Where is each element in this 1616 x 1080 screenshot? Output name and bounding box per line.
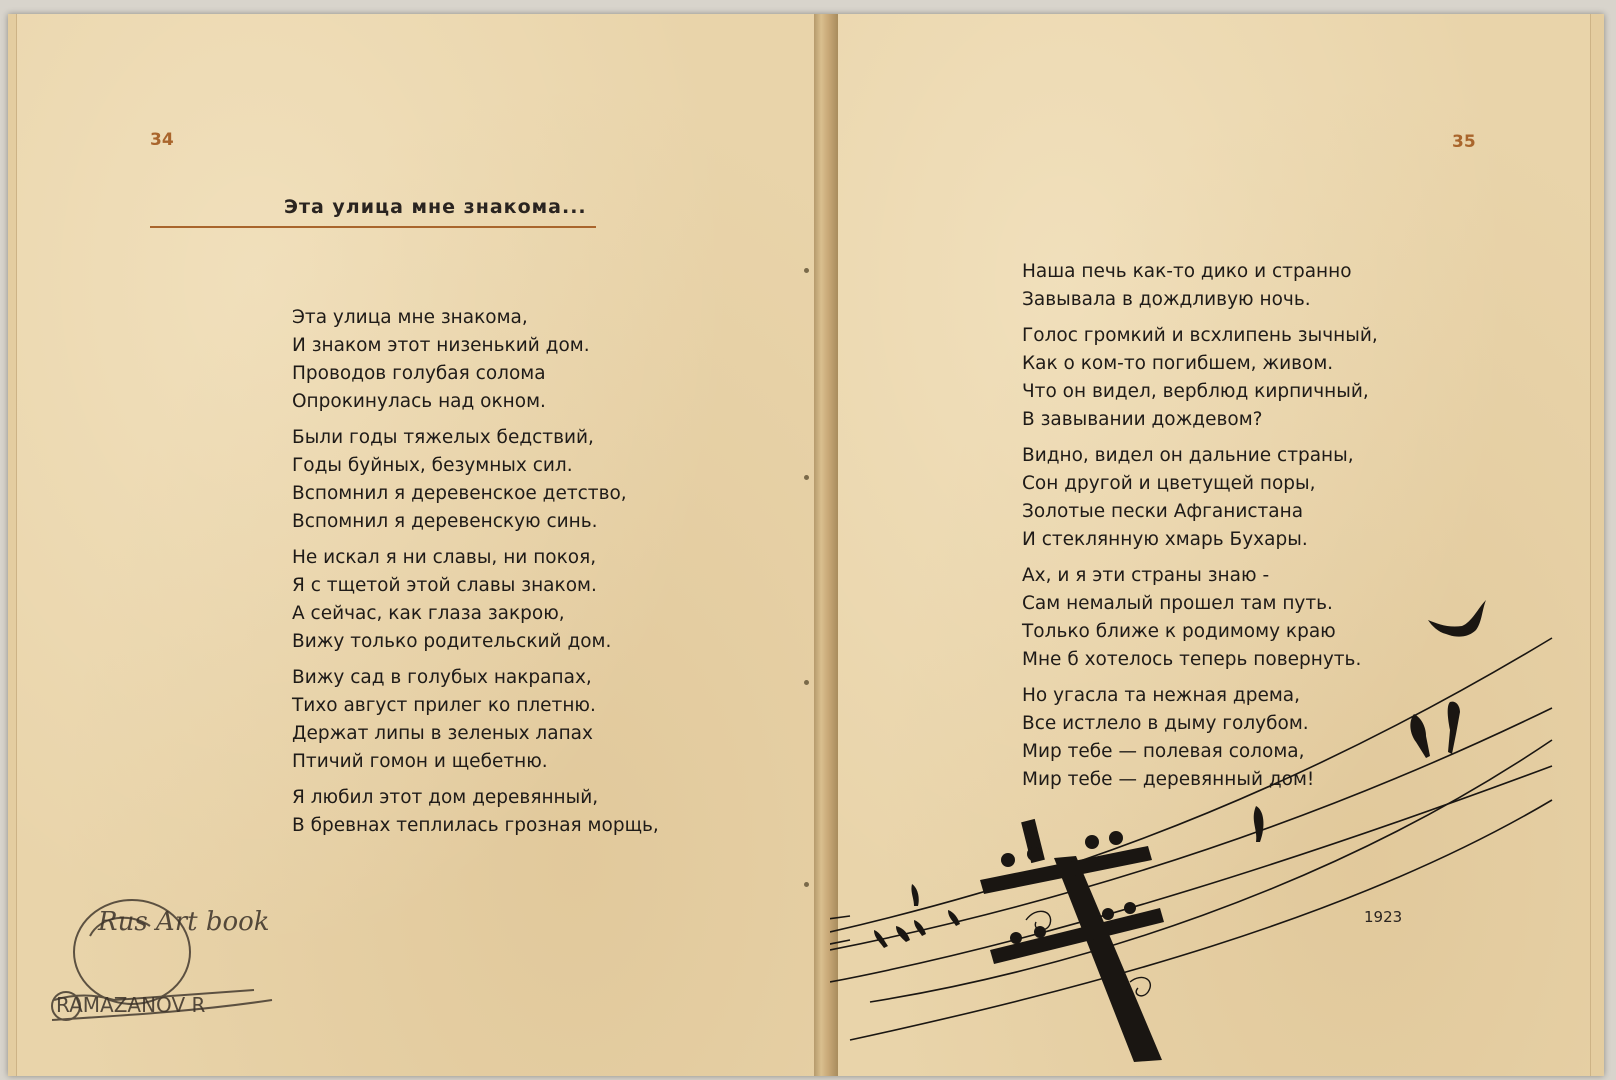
bird-icon — [1410, 714, 1430, 758]
stanza — [1022, 322, 1378, 434]
poem-line: Мне б хотелось теперь повернуть. — [1022, 649, 1362, 670]
poem-line: Были годы тяжелых бедствий, — [292, 427, 594, 448]
poem-line: В бревнах теплилась грозная морщь, — [292, 815, 659, 836]
poem-line: Вижу сад в голубых накрапах, — [292, 667, 592, 688]
signature-text: RAMAZANOV R — [56, 993, 206, 1017]
poem-line: Как о ком-то погибшем, живом. — [1022, 353, 1334, 374]
telegraph-pole — [980, 819, 1164, 1062]
bird-icon — [1428, 600, 1486, 637]
poem-line: Не искал я ни славы, ни покоя, — [292, 547, 597, 568]
stanza — [1022, 258, 1378, 314]
poem-line: А сейчас, как глаза закрою, — [292, 603, 565, 624]
poem-line: Вижу только родительский дом. — [292, 631, 612, 652]
rus-art-book-logo — [40, 896, 290, 1046]
poem-line: Годы буйных, безумных сил. — [292, 455, 573, 476]
bird-icon — [911, 884, 918, 906]
poem-title: Эта улица мне знакома... — [284, 196, 587, 218]
poem-line: Мир тебе — полевая солома, — [1022, 741, 1305, 762]
logo-text: Rus Art book — [98, 907, 270, 937]
telegraph-pole-illustration — [830, 590, 1582, 1062]
poem-line: Все истлело в дыму голубом. — [1022, 713, 1309, 734]
poem-line: Я с тщетой этой славы знаком. — [292, 575, 597, 596]
poem-line: В завывании дождевом? — [1022, 409, 1263, 430]
bird-icon — [1254, 806, 1264, 842]
poem-line: Видно, видел он дальние страны, — [1022, 445, 1354, 466]
poem-line: И знаком этот низенький дом. — [292, 335, 590, 356]
page-number-right: 35 — [1452, 132, 1476, 152]
page-number-left: 34 — [150, 130, 174, 150]
poem-line: И стеклянную хмарь Бухары. — [1022, 529, 1308, 550]
poem-line: Опрокинулась над окном. — [292, 391, 546, 412]
poem-line: Завывала в дождливую ночь. — [1022, 289, 1311, 310]
poem-line: Сон другой и цветущей поры, — [1022, 473, 1316, 494]
spine-stitch — [804, 882, 809, 887]
poem-line: Только ближе к родимому краю — [1022, 621, 1336, 642]
bird-icon — [914, 920, 926, 936]
stanza — [292, 664, 659, 776]
poem-line: Вспомнил я деревенскую синь. — [292, 511, 598, 532]
poem-line: Золотые пески Афганистана — [1022, 501, 1304, 522]
poem-line: Сам немалый прошел там путь. — [1022, 593, 1333, 614]
stanza — [292, 784, 659, 840]
stanza — [292, 544, 659, 656]
poem-line: Мир тебе — деревянный дом! — [1022, 769, 1315, 790]
poem-line: Эта улица мне знакома, — [292, 307, 528, 328]
title-underline — [150, 226, 596, 228]
spine-stitch — [804, 680, 809, 685]
stanza — [1022, 442, 1378, 554]
spine-stitch — [804, 475, 809, 480]
poem-line: Птичий гомон и щебетню. — [292, 751, 548, 772]
left-poem — [292, 304, 659, 848]
birds-on-wire — [874, 600, 1486, 948]
poem-line: Что он видел, верблюд кирпичный, — [1022, 381, 1369, 402]
poem-line: Проводов голубая солома — [292, 363, 546, 384]
poem-line: Держат липы в зеленых лапах — [292, 723, 593, 744]
spine-stitch — [804, 268, 809, 273]
poem-line: Ах, и я эти страны знаю - — [1022, 565, 1270, 586]
poem-line: Вспомнил я деревенское детство, — [292, 483, 627, 504]
stanza — [292, 304, 659, 416]
telegraph-wires — [830, 638, 1552, 1040]
poem-line: Тихо август прилег ко плетню. — [292, 695, 596, 716]
poem-line: Голос громкий и всхлипень зычный, — [1022, 325, 1378, 346]
stanza — [292, 424, 659, 536]
poem-line: Я любил этот дом деревянный, — [292, 787, 599, 808]
poem-line: Наша печь как-то дико и странно — [1022, 261, 1352, 282]
poem-year: 1923 — [1364, 908, 1403, 926]
bird-icon — [1448, 702, 1460, 754]
poem-line: Но угасла та нежная дрема, — [1022, 685, 1300, 706]
